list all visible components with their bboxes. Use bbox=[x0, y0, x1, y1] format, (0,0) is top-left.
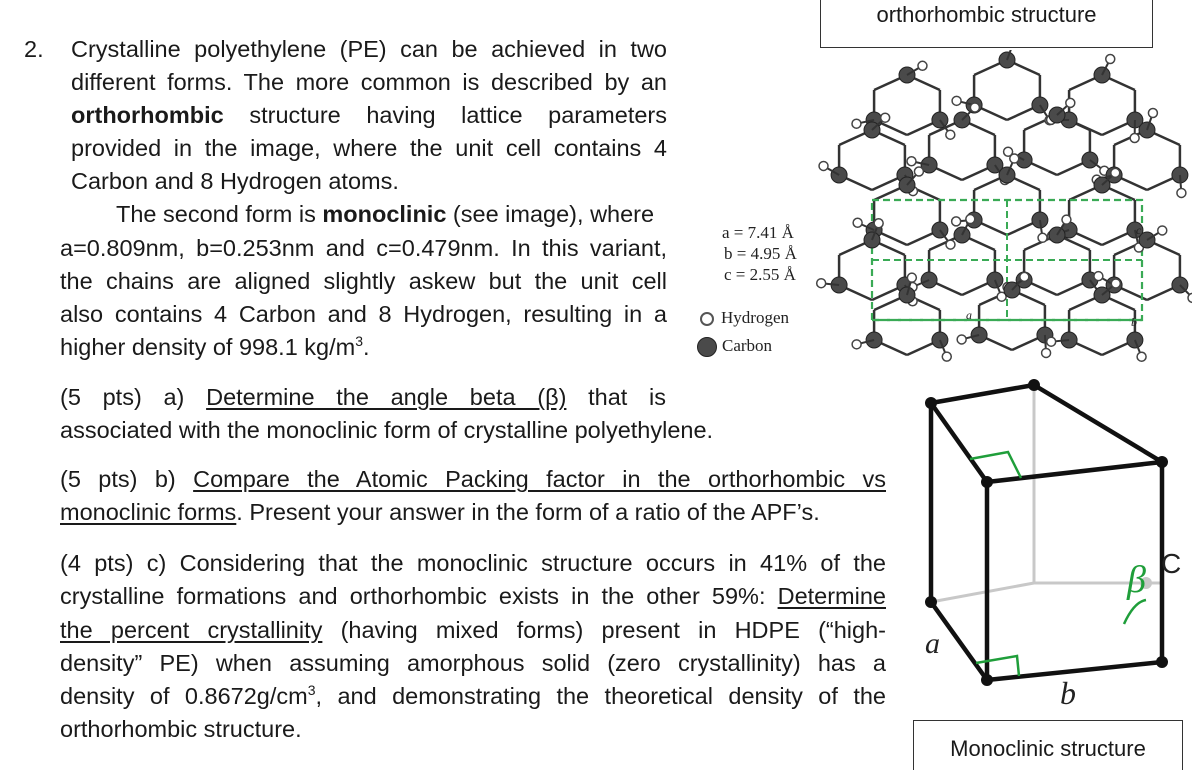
orthorhombic-caption: orthorhombic structure bbox=[820, 0, 1153, 48]
part-c-line-4: density” PE) when assuming amorphous solid (zero crystallinity) has a bbox=[60, 647, 886, 680]
part-a-line-2: associated with the monoclinic form of crystalline polyethylene. bbox=[60, 414, 713, 447]
part-c-line-2: crystalline formations and orthorhombic exists in the other 59%: Determine bbox=[60, 580, 886, 613]
question-number: 2. bbox=[24, 33, 44, 66]
lattice-param-a: a = 7.41 Å bbox=[722, 222, 794, 243]
lattice-param-c: c = 2.55 Å bbox=[724, 264, 796, 285]
lattice-param-b: b = 4.95 Å bbox=[724, 243, 797, 264]
part-c-line-3: the percent crystallinity (having mixed forms) present in HDPE (“high- bbox=[60, 614, 886, 647]
p2-line-1: The second form is monoclinic (see image), where bbox=[116, 198, 654, 231]
ortho-axis-c-label: c bbox=[1136, 220, 1141, 241]
p2-line-3: the chains are aligned slightly askew but the unit cell bbox=[60, 265, 667, 298]
p2-line-5: higher density of 998.1 $kg/m^3$. bbox=[60, 331, 370, 364]
monoclinic-caption: Monoclinic structure bbox=[913, 720, 1183, 770]
part-c-line-1: (4 pts) c) Considering that the monoclinic structure occurs in 41% of the bbox=[60, 547, 886, 580]
p1-line-4: provided in the image, where the unit cell contains 4 bbox=[71, 132, 667, 165]
legend-hydrogen: Hydrogen bbox=[700, 307, 789, 328]
part-b-line-1: (5 pts) b) Compare the Atomic Packing factor in the orthorhombic vs bbox=[60, 463, 886, 496]
monoclinic-cell-diagram bbox=[912, 370, 1196, 718]
part-c-line-6: orthorhombic structure. bbox=[60, 713, 302, 746]
p2-line-4: also contains 4 Carbon and 8 Hydrogen, resulting in a bbox=[60, 298, 667, 331]
beta-angle-arc bbox=[1124, 600, 1146, 624]
part-b-task: Compare the Atomic Packing factor in the orthorhombic vs bbox=[193, 466, 886, 492]
p1-line-3: orthorhombic structure having lattice parameters bbox=[71, 99, 667, 132]
p1-line-2: different forms. The more common is described by an bbox=[71, 66, 667, 99]
p1-line-1: Crystalline polyethylene (PE) can be achieved in two bbox=[71, 33, 667, 66]
ortho-axis-a-label: a bbox=[966, 305, 972, 326]
visible-edges bbox=[931, 385, 1162, 680]
term-monoclinic: monoclinic bbox=[322, 201, 446, 227]
right-angle-markers bbox=[970, 452, 1021, 676]
hydrogen-atom-icon bbox=[700, 312, 714, 326]
mono-label-c: C bbox=[1161, 548, 1181, 580]
mono-label-a: a bbox=[925, 628, 940, 660]
part-b-line-2: monoclinic forms. Present your answer in the form of a ratio of the APF’s. bbox=[60, 496, 820, 529]
p2-line-2: a=0.809nm, b=0.253nm and c=0.479nm. In this variant, bbox=[60, 232, 667, 265]
term-orthorhombic: orthorhombic bbox=[71, 102, 224, 128]
carbon-atom-icon bbox=[697, 337, 717, 357]
legend-carbon: Carbon bbox=[697, 335, 772, 357]
part-c-line-5: density of $0.8672g/cm^3$, and demonstrating the theoretical density of the bbox=[60, 680, 886, 713]
part-a-task: Determine the angle beta (β) bbox=[206, 384, 566, 410]
mono-label-b: b bbox=[1060, 676, 1076, 710]
ortho-axis-b-label: b bbox=[1131, 312, 1137, 333]
beta-label: β bbox=[1127, 560, 1146, 600]
p1-line-5: Carbon and 8 Hydrogen atoms. bbox=[71, 165, 399, 198]
part-a-line-1: (5 pts) a) Determine the angle beta (β) that is bbox=[60, 381, 666, 414]
cell-vertices bbox=[925, 379, 1168, 686]
